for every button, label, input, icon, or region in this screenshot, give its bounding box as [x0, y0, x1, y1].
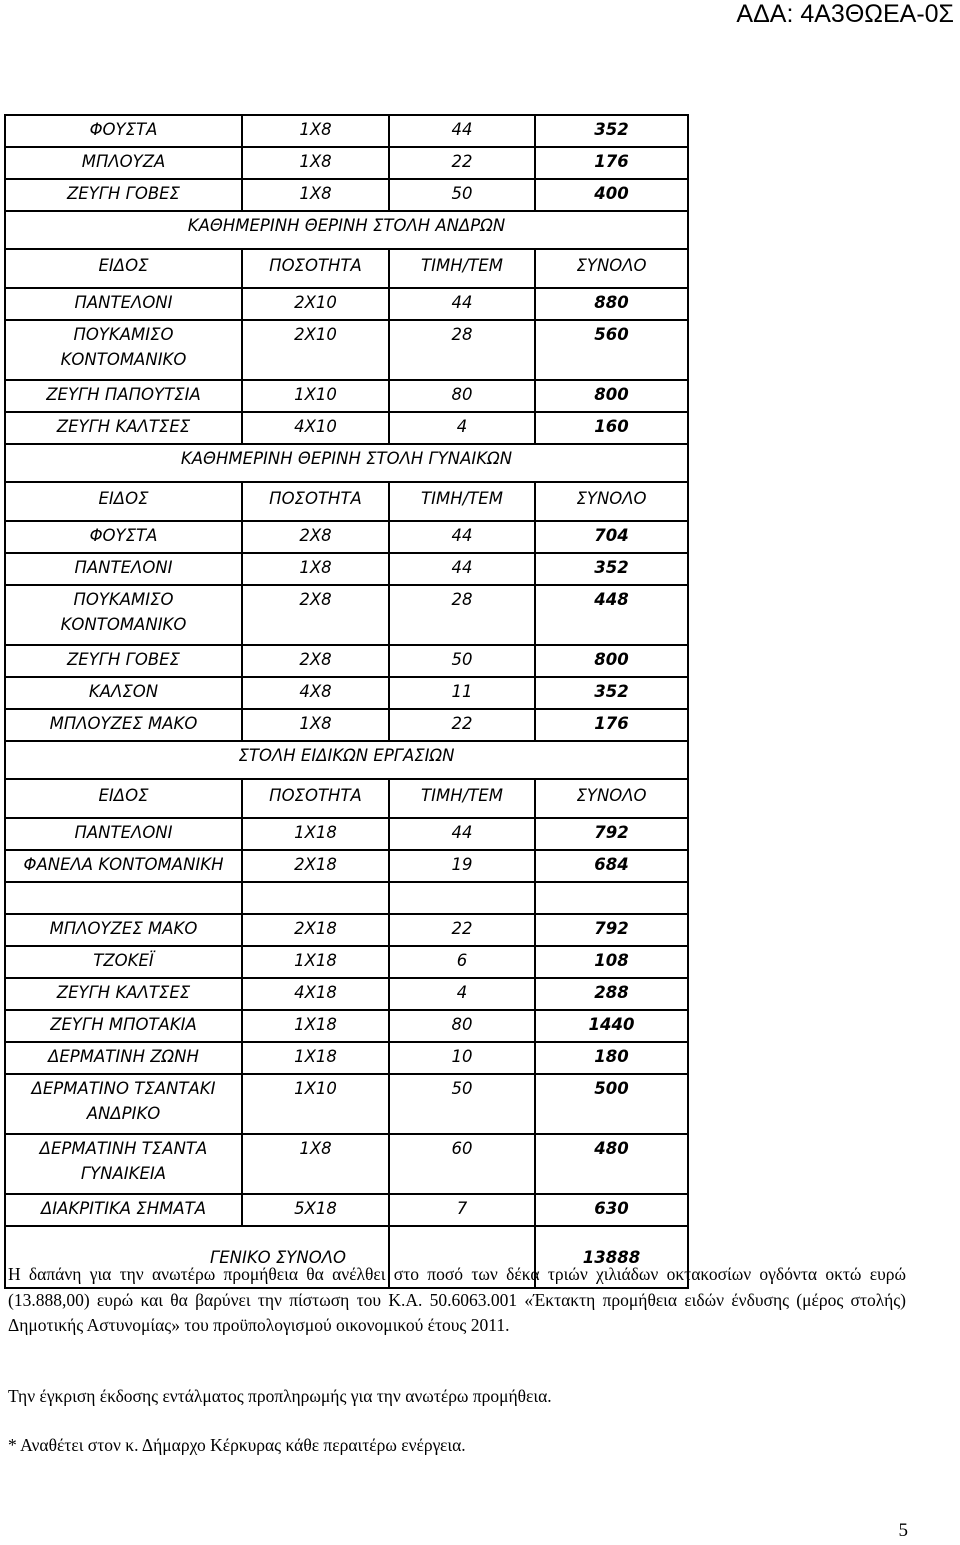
qty-cell: 2Χ10: [242, 320, 389, 380]
total-cell: 630: [535, 1194, 688, 1226]
table-row: [5, 412, 688, 444]
header-qty: ΠΟΣΟΤΗΤΑ: [242, 482, 389, 521]
item-cell: ΖΕΥΓΗ ΚΑΛΤΣΕΣ: [5, 412, 242, 444]
spacer-row: [5, 882, 688, 914]
spacer-cell: [242, 882, 389, 914]
price-cell: 80: [389, 380, 535, 412]
total-cell: 400: [535, 179, 688, 211]
item-cell: ΜΠΛΟΥΖΕΣ ΜΑΚΟ: [5, 709, 242, 741]
item-cell: ΖΕΥΓΗ ΜΠΟΤΑΚΙΑ: [5, 1010, 242, 1042]
qty-cell: 1Χ10: [242, 380, 389, 412]
men-section-title-row: [5, 211, 688, 249]
item-cell: ΠΑΝΤΕΛΟΝΙ: [5, 553, 242, 585]
qty-cell: 1Χ18: [242, 818, 389, 850]
price-cell: 44: [389, 521, 535, 553]
grand-total-value: 13888: [535, 1226, 688, 1288]
price-cell: 22: [389, 709, 535, 741]
price-cell: 22: [389, 147, 535, 179]
table-row: [5, 1010, 688, 1042]
table-row: [5, 115, 688, 147]
item-cell: ΠΑΝΤΕΛΟΝΙ: [5, 818, 242, 850]
total-cell: 792: [535, 914, 688, 946]
total-cell: 176: [535, 709, 688, 741]
header-total: ΣΥΝΟΛΟ: [535, 249, 688, 288]
qty-cell: 1Χ8: [242, 115, 389, 147]
header-total: ΣΥΝΟΛΟ: [535, 779, 688, 818]
table-row: [5, 585, 688, 645]
total-cell: 560: [535, 320, 688, 380]
total-cell: 352: [535, 553, 688, 585]
item-cell: ΜΠΛΟΥΖΑ: [5, 147, 242, 179]
price-cell: 50: [389, 645, 535, 677]
total-cell: 500: [535, 1074, 688, 1134]
item-cell: ΜΠΛΟΥΖΕΣ ΜΑΚΟ: [5, 914, 242, 946]
total-cell: 1440: [535, 1010, 688, 1042]
table-row: [5, 1134, 688, 1194]
price-cell: 44: [389, 115, 535, 147]
table-row: [5, 147, 688, 179]
qty-cell: 4Χ18: [242, 978, 389, 1010]
spacer-cell: [535, 882, 688, 914]
item-cell: ΖΕΥΓΗ ΚΑΛΤΣΕΣ: [5, 978, 242, 1010]
header-price: ΤΙΜΗ/ΤΕΜ: [389, 779, 535, 818]
table-row: [5, 978, 688, 1010]
price-cell: 80: [389, 1010, 535, 1042]
table-row: [5, 380, 688, 412]
item-cell: ΤΖΟΚΕΪ: [5, 946, 242, 978]
qty-cell: 2Χ8: [242, 645, 389, 677]
special-rows: [5, 818, 688, 1226]
qty-cell: 1Χ8: [242, 179, 389, 211]
qty-cell: 1Χ8: [242, 553, 389, 585]
table-row: [5, 850, 688, 882]
price-cell: 60: [389, 1134, 535, 1194]
price-cell: 44: [389, 553, 535, 585]
table-row: [5, 946, 688, 978]
price-cell: 10: [389, 1042, 535, 1074]
total-cell: 880: [535, 288, 688, 320]
table-row: [5, 645, 688, 677]
qty-cell: 1Χ8: [242, 147, 389, 179]
header-qty: ΠΟΣΟΤΗΤΑ: [242, 249, 389, 288]
total-cell: 704: [535, 521, 688, 553]
item-cell: ΚΑΛΣΟΝ: [5, 677, 242, 709]
header-qty: ΠΟΣΟΤΗΤΑ: [242, 779, 389, 818]
men-section-title: ΚΑΘΗΜΕΡΙΝΗ ΘΕΡΙΝΗ ΣΤΟΛΗ ΑΝΔΡΩΝ: [5, 211, 688, 249]
ada-code: ΑΔΑ: 4Α3ΘΩΕΑ-0Σ: [736, 0, 954, 28]
item-cell: ΔΕΡΜΑΤΙΝΗ ΖΩΝΗ: [5, 1042, 242, 1074]
qty-cell: 4Χ10: [242, 412, 389, 444]
price-cell: 50: [389, 1074, 535, 1134]
table-row: [5, 818, 688, 850]
spacer-cell: [5, 882, 242, 914]
table-row: [5, 914, 688, 946]
item-cell: ΔΕΡΜΑΤΙΝΟ ΤΣΑΝΤΑΚΙ ΑΝΔΡΙΚΟ: [5, 1074, 242, 1134]
header-price: ΤΙΜΗ/ΤΕΜ: [389, 249, 535, 288]
table-row: [5, 1042, 688, 1074]
page-number: 5: [898, 1520, 908, 1541]
table-row: [5, 1194, 688, 1226]
expense-paragraph: Η δαπάνη για την ανωτέρω προμήθεια θα ανέλθει στο ποσό των δέκα τριών χιλιάδων οκτακοσίων ογδόντα οκτώ ευρώ (13.888,00) ευρώ και θα βαρύνει την πίστωση του Κ.Α. 50.6063.001 «Έκτακτη προμήθεια ειδών ένδυσης (μέρος στολής) Δημοτικής Αστυνομίας» του προϋπολογισμού οικονομικού έτους 2011.: [8, 1264, 906, 1335]
special-header-row: [5, 779, 688, 818]
price-cell: 11: [389, 677, 535, 709]
qty-cell: 1Χ18: [242, 1042, 389, 1074]
price-cell: 44: [389, 288, 535, 320]
total-cell: 352: [535, 115, 688, 147]
spacer-cell: [389, 882, 535, 914]
qty-cell: 2Χ8: [242, 585, 389, 645]
price-cell: 28: [389, 320, 535, 380]
price-cell: 19: [389, 850, 535, 882]
qty-cell: 1Χ8: [242, 709, 389, 741]
price-cell: 44: [389, 818, 535, 850]
header-price: ΤΙΜΗ/ΤΕΜ: [389, 482, 535, 521]
qty-cell: 1Χ18: [242, 1010, 389, 1042]
total-cell: 176: [535, 147, 688, 179]
item-cell: ΦΑΝΕΛΑ ΚΟΝΤΟΜΑΝΙΚΗ: [5, 850, 242, 882]
women-section-title: ΚΑΘΗΜΕΡΙΝΗ ΘΕΡΙΝΗ ΣΤΟΛΗ ΓΥΝΑΙΚΩΝ: [5, 444, 688, 482]
table-row: [5, 1074, 688, 1134]
price-cell: 4: [389, 412, 535, 444]
table-row: [5, 179, 688, 211]
item-cell: ΦΟΥΣΤΑ: [5, 115, 242, 147]
qty-cell: 4Χ8: [242, 677, 389, 709]
total-cell: 352: [535, 677, 688, 709]
total-cell: 792: [535, 818, 688, 850]
total-cell: 108: [535, 946, 688, 978]
qty-cell: 1Χ18: [242, 946, 389, 978]
total-cell: 180: [535, 1042, 688, 1074]
item-cell: ΔΕΡΜΑΤΙΝΗ ΤΣΑΝΤΑ ΓΥΝΑΙΚΕΙΑ: [5, 1134, 242, 1194]
special-section-title-row: [5, 741, 688, 779]
price-cell: 4: [389, 978, 535, 1010]
men-rows: [5, 288, 688, 444]
qty-cell: 2Χ18: [242, 850, 389, 882]
item-cell: ΖΕΥΓΗ ΓΟΒΕΣ: [5, 645, 242, 677]
item-cell: ΖΕΥΓΗ ΓΟΒΕΣ: [5, 179, 242, 211]
total-cell: 480: [535, 1134, 688, 1194]
price-cell: 7: [389, 1194, 535, 1226]
header-item: ΕΙΔΟΣ: [5, 249, 242, 288]
total-cell: 800: [535, 380, 688, 412]
total-cell: 800: [535, 645, 688, 677]
price-cell: 28: [389, 585, 535, 645]
item-cell: ΦΟΥΣΤΑ: [5, 521, 242, 553]
total-cell: 160: [535, 412, 688, 444]
price-cell: 22: [389, 914, 535, 946]
item-cell: ΔΙΑΚΡΙΤΙΚΑ ΣΗΜΑΤΑ: [5, 1194, 242, 1226]
item-cell: ΠΟΥΚΑΜΙΣΟ ΚΟΝΤΟΜΑΝΙΚΟ: [5, 320, 242, 380]
qty-cell: 2Χ10: [242, 288, 389, 320]
special-section-title: ΣΤΟΛΗ ΕΙΔΙΚΩΝ ΕΡΓΑΣΙΩΝ: [5, 741, 688, 779]
assignment-paragraph: * Αναθέτει στον κ. Δήμαρχο Κέρκυρας κάθε περαιτέρω ενέργεια.: [8, 1435, 466, 1455]
women-section-title-row: [5, 444, 688, 482]
qty-cell: 2Χ8: [242, 521, 389, 553]
women-rows: [5, 521, 688, 741]
qty-cell: 5Χ18: [242, 1194, 389, 1226]
total-cell: 684: [535, 850, 688, 882]
table-row: [5, 288, 688, 320]
item-cell: ΠΟΥΚΑΜΙΣΟ ΚΟΝΤΟΜΑΝΙΚΟ: [5, 585, 242, 645]
qty-cell: 1Χ10: [242, 1074, 389, 1134]
item-cell: ΠΑΝΤΕΛΟΝΙ: [5, 288, 242, 320]
header-item: ΕΙΔΟΣ: [5, 779, 242, 818]
header-total: ΣΥΝΟΛΟ: [535, 482, 688, 521]
women-header-row: [5, 482, 688, 521]
men-header-row: [5, 249, 688, 288]
total-cell: 288: [535, 978, 688, 1010]
grand-total-label: ΓΕΝΙΚΟ ΣΥΝΟΛΟ: [5, 1226, 389, 1288]
header-item: ΕΙΔΟΣ: [5, 482, 242, 521]
order-table: [4, 114, 689, 1289]
top-rows: [5, 115, 688, 211]
table-row: [5, 553, 688, 585]
qty-cell: 1Χ8: [242, 1134, 389, 1194]
approval-paragraph: Την έγκριση έκδοσης εντάλματος προπληρωμής για την ανωτέρω προμήθεια.: [8, 1386, 552, 1406]
total-cell: 448: [535, 585, 688, 645]
table-row: [5, 709, 688, 741]
price-cell: 6: [389, 946, 535, 978]
item-cell: ΖΕΥΓΗ ΠΑΠΟΥΤΣΙΑ: [5, 380, 242, 412]
qty-cell: 2Χ18: [242, 914, 389, 946]
price-cell: 50: [389, 179, 535, 211]
table-row: [5, 521, 688, 553]
table-row: [5, 677, 688, 709]
table-row: [5, 320, 688, 380]
